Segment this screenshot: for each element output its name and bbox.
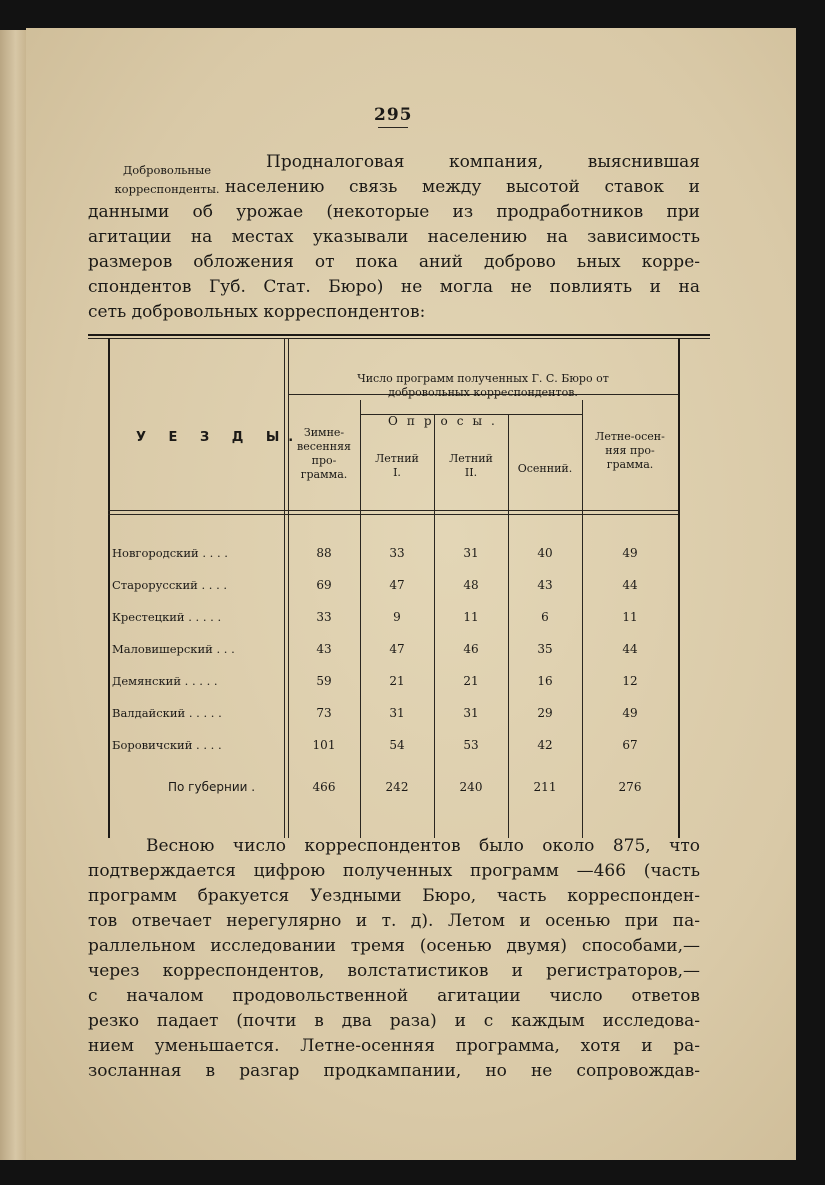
header-line: про- — [311, 454, 337, 467]
text-line: резко падает (почти в два раза) и с каждым исследова- — [88, 1011, 700, 1031]
table-total-row — [88, 780, 710, 800]
oprosy-header: Опросы. — [388, 414, 504, 428]
header-line: Летне-осен- — [595, 430, 665, 443]
district-name: Маловишерский . . . — [112, 642, 235, 656]
text-line: зосланная в разгар продкампании, но не сопровождав- — [88, 1061, 700, 1081]
header-bottom-rule — [108, 510, 678, 511]
text-line: раллельном исследовании тремя (осенью двумя) способами,— — [88, 936, 700, 956]
header-summer-1 — [360, 452, 434, 480]
cell-value: 54 — [389, 738, 405, 752]
text-line: населению связь между высотой ставок и — [225, 177, 700, 197]
cell-value: 12 — [622, 674, 638, 688]
table-row — [88, 578, 710, 598]
text-line: сеть добровольных корреспондентов: — [88, 302, 426, 322]
header-line: Зимне- — [303, 426, 345, 439]
district-name: Боровичский . . . . — [112, 738, 222, 752]
table-row — [88, 738, 710, 758]
marginal-note-line: корреспонденты. — [114, 182, 220, 196]
cell-value: 44 — [622, 642, 638, 656]
table-row — [88, 706, 710, 726]
cell-value: 16 — [537, 674, 553, 688]
header-line: няя про- — [605, 444, 655, 457]
group-header — [288, 372, 678, 400]
cell-value: 48 — [463, 578, 479, 592]
cell-value: 35 — [537, 642, 553, 656]
cell-value: 49 — [622, 546, 638, 560]
table-row — [88, 674, 710, 694]
header-line: Летний — [375, 452, 419, 465]
cell-value: 42 — [537, 738, 553, 752]
cell-value: 53 — [463, 738, 479, 752]
header-line: Летний — [449, 452, 493, 465]
table-top-rule — [88, 334, 710, 336]
cell-value: 69 — [316, 578, 332, 592]
cell-value: 11 — [622, 610, 638, 624]
paragraph-body — [88, 834, 700, 1084]
cell-value: 59 — [316, 674, 332, 688]
text-line: агитации на местах указывали населению на зависимость — [88, 227, 700, 247]
table-row — [88, 642, 710, 662]
header-line: весенняя — [297, 440, 351, 453]
marginal-note-line: Добровольные — [122, 163, 212, 177]
cell-value: 88 — [316, 546, 332, 560]
text-line: нием уменьшается. Летне-осенняя программа, хотя и ра- — [88, 1036, 700, 1056]
text-line: с началом продовольственной агитации число ответов — [88, 986, 700, 1006]
cell-value: 33 — [389, 546, 405, 560]
header-line: грамма. — [606, 458, 654, 471]
cell-value: 49 — [622, 706, 638, 720]
cell-value: 101 — [312, 738, 336, 752]
cell-value: 43 — [316, 642, 332, 656]
cell-value: 47 — [389, 578, 405, 592]
header-autumn — [508, 462, 582, 476]
text-line: размеров обложения от пока аний доброво ьных корре- — [88, 252, 700, 272]
cell-value: 21 — [463, 674, 479, 688]
district-name: Новгородский . . . . — [112, 546, 228, 560]
cell-value: 31 — [389, 706, 405, 720]
page-number: 295 — [374, 105, 413, 125]
district-name: Демянский . . . . . — [112, 674, 218, 688]
header-winter-spring — [288, 426, 360, 482]
cell-value: 31 — [463, 546, 479, 560]
facing-page-edge — [0, 30, 27, 1160]
correspondents-table — [88, 334, 710, 838]
cell-value: 43 — [537, 578, 553, 592]
header-line: II. — [464, 466, 478, 479]
text-line: Продналоговая компания, выяснившая — [266, 152, 700, 172]
header-line: I. — [393, 466, 401, 479]
cell-value: 11 — [463, 610, 479, 624]
total-value: 211 — [533, 780, 557, 794]
cell-value: 73 — [316, 706, 332, 720]
header-bottom-rule-2 — [108, 514, 678, 515]
header-summer-2 — [434, 452, 508, 480]
paragraph-intro — [88, 150, 700, 325]
text-line: спондентов Губ. Стат. Бюро) не могла не повлиять и на — [88, 277, 700, 297]
cell-value: 9 — [393, 610, 401, 624]
group-header-text: Число программ полученных Г. С. Бюро от добровольных корреспондентов. — [357, 372, 609, 399]
cell-value: 29 — [537, 706, 553, 720]
cell-value: 33 — [316, 610, 332, 624]
text-line: через корреспондентов, волстатистиков и регистраторов,— — [88, 961, 700, 981]
total-value: 276 — [618, 780, 642, 794]
cell-value: 21 — [389, 674, 405, 688]
cell-value: 44 — [622, 578, 638, 592]
table-row — [88, 610, 710, 630]
total-value: 466 — [312, 780, 336, 794]
text-line: Весною число корреспондентов было около 875, что — [146, 836, 700, 856]
table-top-rule-thin — [88, 338, 710, 339]
cell-value: 46 — [463, 642, 479, 656]
header-line: грамма. — [300, 468, 348, 481]
cell-value: 67 — [622, 738, 638, 752]
text-line: программ бракуется Уездными Бюро, часть корреспонден- — [88, 886, 700, 906]
district-name: Валдайский . . . . . — [112, 706, 222, 720]
cell-value: 40 — [537, 546, 553, 560]
cell-value: 6 — [541, 610, 549, 624]
header-line: Осенний. — [517, 462, 573, 475]
table-row — [88, 546, 710, 566]
total-value: 240 — [459, 780, 483, 794]
row-header: У Е З Д Ы. — [136, 430, 303, 445]
cell-value: 31 — [463, 706, 479, 720]
text-line: подтверждается цифрою полученных программ —466 (часть — [88, 861, 700, 881]
page-number-underline — [378, 127, 408, 128]
district-name: Крестецкий . . . . . — [112, 610, 222, 624]
header-summer-autumn — [582, 430, 678, 472]
district-name: Старорусский . . . . — [112, 578, 228, 592]
total-value: 242 — [385, 780, 409, 794]
book-page — [26, 28, 796, 1160]
cell-value: 47 — [389, 642, 405, 656]
total-label: По губернии . — [168, 780, 256, 794]
text-line: тов отвечает нерегулярно и т. д). Летом и осенью при па- — [88, 911, 700, 931]
text-line: данными об урожае (некоторые из продработников при — [88, 202, 700, 222]
